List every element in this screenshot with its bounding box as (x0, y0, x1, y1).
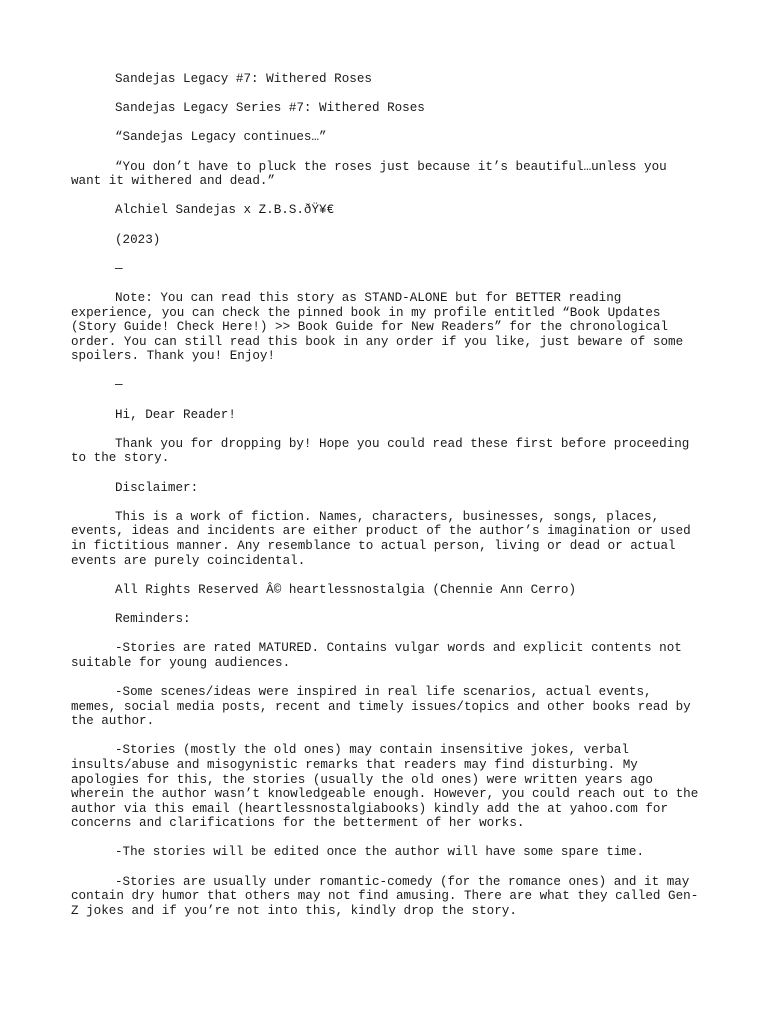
document-page (71, 72, 701, 933)
thank-you-paragraph: Thank you for dropping by! Hope you could read these first before proceeding to the story. (71, 436, 690, 466)
greeting: Hi, Dear Reader! (115, 407, 236, 422)
rights-line: All Rights Reserved Â© heartlessnostalgia (Chennie Ann Cerro) (115, 582, 577, 597)
reminder-item: -Some scenes/ideas were inspired in real life scenarios, actual events, memes, social media posts, recent and timely issues/topics and other books read by the author. (71, 684, 691, 729)
year-line: (2023) (115, 232, 161, 247)
disclaimer-paragraph: This is a work of fiction. Names, characters, businesses, songs, places, events, ideas and incidents are either product of the author’s imagination or used in fictitious manner. Any resemblance to actual person, living or dead or actual events are purely coincidental. (71, 509, 691, 568)
tagline: “Sandejas Legacy continues…” (115, 130, 327, 145)
reminder-item: -Stories are usually under romantic-comedy (for the romance ones) and it may contain dry humor that others may not find amusing. There are what they called Gen- Z jokes and if you’re not into this, kindly drop the story. (71, 874, 699, 918)
separator: — (115, 261, 123, 276)
separator: — (115, 378, 123, 393)
pairing-line: Alchiel Sandejas x Z.B.S.ðŸ¥€ (115, 203, 335, 218)
quote: “You don’t have to pluck the roses just because it’s beautiful…unless you want it withered and dead.” (71, 159, 667, 189)
reminders-heading: Reminders: (115, 611, 191, 626)
reminder-item: -The stories will be edited once the author will have some spare time. (115, 845, 645, 860)
series-title-line: Sandejas Legacy Series #7: Withered Roses (115, 101, 425, 116)
reminder-item: -Stories are rated MATURED. Contains vulgar words and explicit contents not suitable for young audiences. (71, 641, 682, 670)
reminder-item: -Stories (mostly the old ones) may contain insensitive jokes, verbal insults/abuse and misogynistic remarks that readers may find disturbing. My apologies for this, the stories (usually the old ones) were written years ago wherein the author wasn’t knowledgeable enough. However, you could reach out to the author via this email (heartlessnostalgiabooks) kindly add the at yahoo.com for concerns and clarifications for the betterment of her works. (71, 743, 699, 831)
title-line: Sandejas Legacy #7: Withered Roses (115, 72, 372, 86)
note-paragraph: Note: You can read this story as STAND-ALONE but for BETTER reading experience, you can check the pinned book in my profile entitled “Book Updates (Story Guide! Check Here!) >> Book Guide for New Readers” for the chronological order. You can still read this book in any order if you like, just beware of some spoilers. Thank you! Enjoy! (71, 290, 684, 364)
disclaimer-heading: Disclaimer: (115, 480, 199, 495)
